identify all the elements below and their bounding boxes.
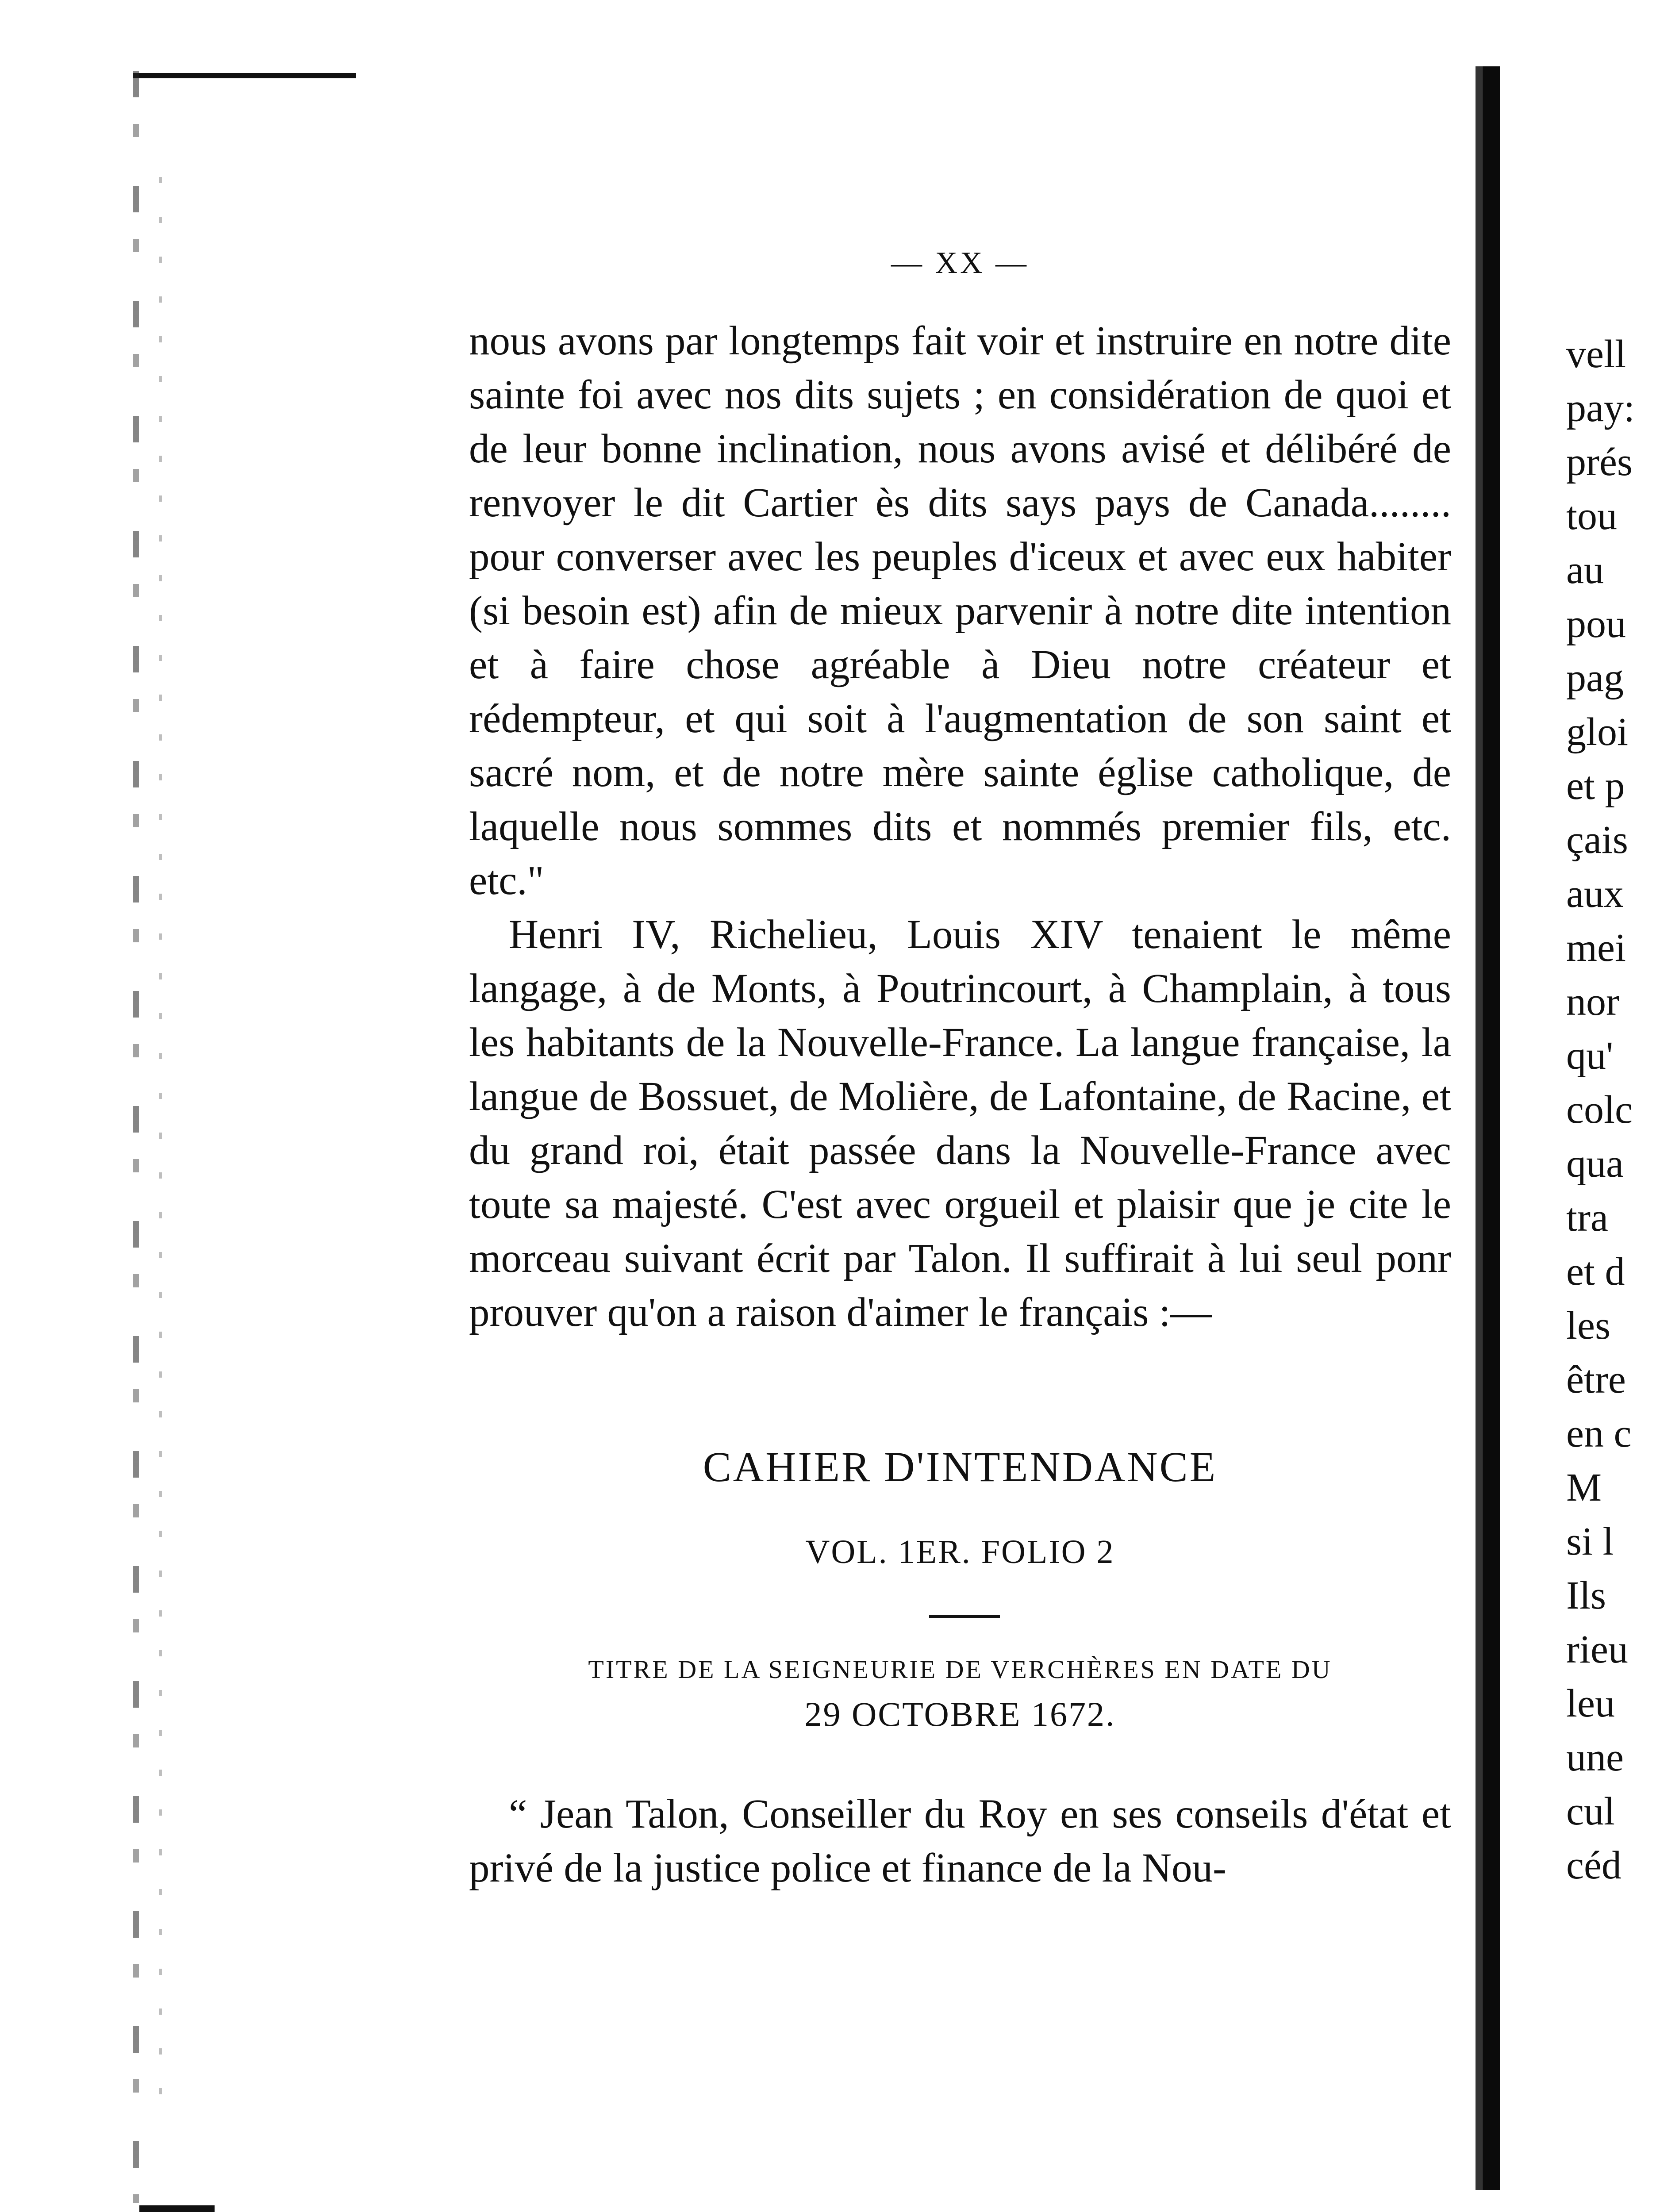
facing-line: les [1566,1304,1610,1348]
facing-line: vell [1566,332,1626,376]
facing-line: pou [1566,602,1626,646]
facing-line: aux [1566,872,1624,916]
facing-line: colc [1566,1088,1633,1132]
facing-line: une [1566,1736,1624,1779]
facing-line: tra [1566,1196,1608,1240]
facing-line: nor [1566,980,1619,1024]
facing-line: et d [1566,1250,1625,1294]
paragraph-quote-continuation: nous avons par longtemps fait voir et instruire en notre dite sainte foi avec nos dits sujets ; en considération de quoi et de leur bonne inclination, nous avons avisé et délibéré de renvoyer le dit Cartier ès dits says pays de Canada........ pour converser avec les peuples d'iceux et avec eux habiter (si besoin est) afin de mieux parvenir à notre dite intention et à faire chose agréable à Dieu notre créateur et rédempteur, et qui soit à l'augmentation de son saint et sacré nom, et de notre mère sainte église catholique, de laquelle nous sommes dits et nommés premier fils, etc. etc." [469,318,1451,903]
facing-line: et p [1566,764,1625,808]
facing-line: mei [1566,926,1626,970]
facing-line: Ils [1566,1574,1606,1617]
facing-line: pag [1566,656,1624,700]
facing-line: si l [1566,1520,1614,1563]
page-gutter-shadow [1476,66,1500,2190]
paragraph-jean-talon: “ Jean Talon, Conseiller du Roy en ses conseils d'état et privé de la justice police et finance de la Nou- [469,1791,1451,1891]
document-title: TITRE DE LA SEIGNEURIE DE VERCHÈRES EN DATE DU [588,1655,1332,1684]
facing-page-fragment [1566,327,1660,1893]
facing-line: prés [1566,440,1633,484]
facing-line: au [1566,548,1604,592]
facing-line: rieu [1566,1628,1628,1671]
closing-text [469,1787,1451,1895]
body-text [469,314,1451,1340]
facing-line: leu [1566,1682,1615,1725]
page-number: — XX — [891,246,1030,280]
scan-left-speckle [159,177,162,2124]
facing-line: qua [1566,1142,1624,1186]
facing-line: cul [1566,1790,1615,1833]
facing-line: çais [1566,818,1628,862]
facing-line: M [1566,1466,1602,1509]
section-heading: CAHIER D'INTENDANCE [703,1443,1218,1490]
facing-line: être [1566,1358,1626,1402]
facing-line: pay: [1566,386,1635,430]
scan-top-rule [133,73,356,78]
scan-bottom-blot [139,2205,215,2212]
facing-line: céd [1566,1843,1622,1887]
facing-line: gloi [1566,710,1629,754]
heading-divider [929,1615,1000,1618]
facing-line: qu' [1566,1034,1614,1078]
section-subheading: VOL. 1ER. FOLIO 2 [805,1533,1115,1571]
facing-line: tou [1566,494,1618,538]
paragraph-henri-iv: Henri IV, Richelieu, Louis XIV tenaient le même langage, à de Monts, à Poutrincourt, à Champlain, à tous les habitants de la Nouvelle-France. La langue française, la langue de Bossuet, de Molière, de Lafontaine, de Racine, et du grand roi, était passée dans la Nouvelle-France avec toute sa majesté. C'est avec orgueil et plaisir que je cite le morceau suivant écrit par Talon. Il suffirait à lui seul ponr prouver qu'on a raison d'aimer le français :— [469,912,1451,1335]
facing-line: en c [1566,1412,1632,1455]
document-date: 29 OCTOBRE 1672. [804,1695,1116,1733]
scan-left-edge [133,71,139,2203]
